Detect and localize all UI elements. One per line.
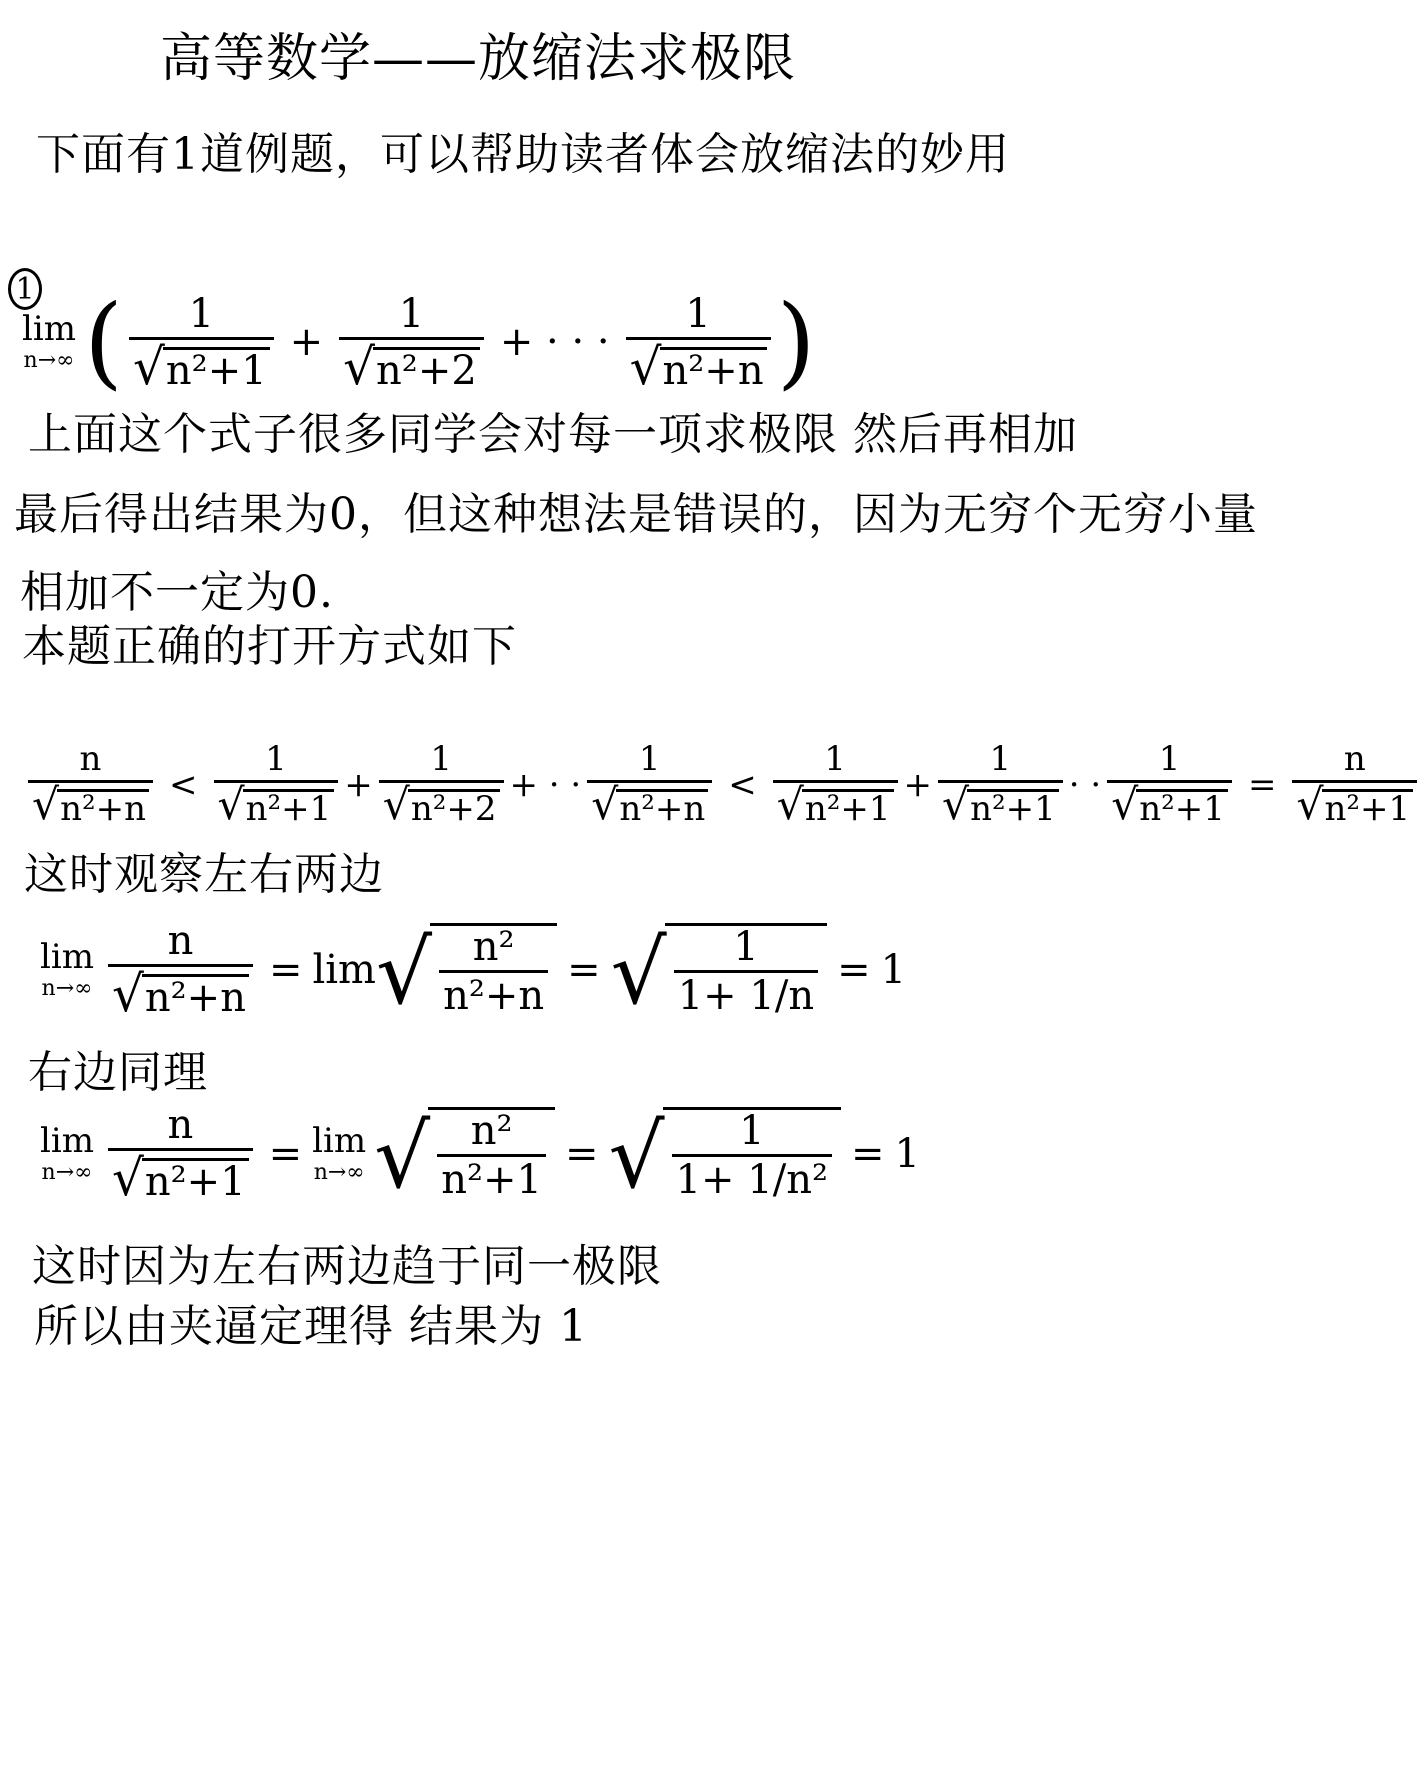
sum-term-2 [379,739,504,830]
paragraph-3: 这时观察左右两边 [24,849,384,900]
lower-bound-num: n [79,739,102,779]
paragraph-1-line-1: 上面这个式子很多同学会对每一项求极限 然后再相加 [28,409,1078,460]
upper-bound-den-text: n²+1 [1322,789,1414,828]
right-lim-subscript: n→∞ [41,1159,93,1185]
paragraph-4: 右边同理 [28,1047,208,1098]
right-sqrt-num: n² [470,1107,513,1154]
term-n-den: √ n²+n [626,337,771,392]
lower-bound [28,739,153,830]
upper-bound [1292,739,1417,830]
left-lim-2-label: lim [312,946,376,993]
term-2-num: 1 [398,290,425,337]
left-limit-den-text: n²+n [142,974,249,1019]
upper-term-2-num: 1 [989,739,1012,779]
left-limit-sqrt-2: √ $\frac{1}{1+ 1/n}$ [611,923,827,1017]
right-lim-2-subscript: n→∞ [313,1159,365,1185]
term-1-den: √ n²+1 [129,337,274,392]
left-sqrt2-den: 1+ 1/n [674,970,818,1017]
right-sqrt2-num: 1 [739,1107,765,1154]
upper-term-1-num: 1 [824,739,846,779]
term-1 [129,290,274,396]
upper-term-2 [938,739,1063,830]
right-limit: lim n→∞ n √ n²+1 = lim n→∞ √ $\frac{\text{n²}}{\text{n²+1}}$ = √ $\frac{1}{\text{1+ 1/n²}}$ = 1 [40,1102,920,1208]
right-limit-sqrt-2: √ $\frac{1}{\text{1+ 1/n²}}$ [609,1107,841,1201]
paragraph-1-line-2: 最后得出结果为0，但这种想法是错误的，因为无穷个无穷小量 [14,489,1258,540]
upper-dots: · · [1068,764,1102,805]
upper-term-1-den: √ n²+1 [773,780,898,828]
left-limit-operator [40,936,94,1001]
sum-term-n [587,739,712,830]
term-1-num: 1 [188,290,215,337]
right-limit-operator [40,1120,94,1185]
left-sqrt-num: n² [472,923,515,970]
term-2-den: √ n²+2 [339,337,484,392]
left-limit-fraction [108,918,253,1023]
sum-term-2-den-text: n²+2 [408,789,500,828]
sum-term-2-num: 1 [430,739,452,779]
lim-label: lim [22,309,76,349]
inequality-chain: n √ n²+n < 1 √ n²+1 + 1 √ n²+2 + · · 1 √ n²+n < 1 √ n²+1 + 1 √ n²+1 · · 1 √ n²+1 = n √ n²+1 [22,742,1423,827]
left-sqrt2-num: 1 [733,923,759,970]
upper-term-2-den: √ n²+1 [938,780,1063,828]
left-lim-subscript: n→∞ [41,975,93,1001]
right-limit-den-text: n²+1 [142,1158,249,1203]
left-limit-sqrt: √ $\frac{\text{n²}}{\text{n²+n}}$ [376,923,557,1017]
upper-bound-num: n [1343,739,1366,779]
sum-term-1-num: 1 [265,739,287,779]
sum-term-n-den: √ n²+n [587,780,712,828]
term-2-den-text: n²+2 [373,347,480,392]
sum-term-1-den-text: n²+1 [243,789,335,828]
sum-term-1-den: √ n²+1 [214,780,339,828]
limit-operator [22,309,76,373]
right-sqrt-den: n²+1 [437,1154,546,1201]
problem-number: 1 [8,268,42,310]
upper-term-2-den-text: n²+1 [967,789,1059,828]
right-limit-num: n [167,1102,194,1148]
sum-dots: + · · [509,764,582,805]
upper-term-1 [773,739,898,830]
term-1-den-text: n²+1 [163,347,270,392]
paragraph-5-line-1: 这时因为左右两边趋于同一极限 [32,1241,662,1292]
left-limit-result: 1 [880,946,907,993]
lower-bound-den: √ n²+n [28,780,153,828]
paragraph-1-line-3: 相加不一定为0. [20,567,334,618]
sum-term-n-den-text: n²+n [616,789,708,828]
lim-subscript: n→∞ [23,348,75,373]
left-lim-label: lim [40,936,94,977]
right-paren: ) [776,283,816,400]
paragraph-2: 本题正确的打开方式如下 [22,621,517,672]
upper-term-n-den: √ n²+1 [1107,780,1232,828]
right-limit-sqrt: √ $\frac{\text{n²}}{\text{n²+1}}$ [374,1107,555,1201]
sum-term-1 [214,739,339,830]
term-n-num: 1 [685,290,711,337]
right-lim-label: lim [40,1120,94,1161]
page-title: 高等数学——放缩法求极限 [160,29,797,89]
paragraph-5-line-2: 所以由夹逼定理得 结果为 1 [34,1301,588,1352]
right-limit-result: 1 [894,1130,920,1177]
right-sqrt2-den: 1+ 1/n² [672,1154,832,1201]
right-limit-den: √ n²+1 [108,1148,253,1203]
sum-term-2-den: √ n²+2 [379,780,504,828]
left-limit-num: n [167,918,194,964]
right-limit-operator-2 [312,1120,367,1185]
left-limit-den: √ n²+n [108,964,253,1019]
left-limit: lim n→∞ n √ n²+n = lim √ $\frac{\text{n²}}{\text{n²+n}}$ = √ $\frac{1}{1+ 1/n}$ = 1 [40,918,907,1024]
upper-term-n-den-text: n²+1 [1136,789,1228,828]
sum-term-n-num: 1 [638,739,661,779]
left-sqrt-den: n²+n [439,970,548,1017]
upper-bound-den: √ n²+1 [1292,780,1417,828]
term-n [626,290,771,396]
left-paren: ( [84,283,124,400]
limit-expression: lim n→∞ ( 1 √ n²+1 + 1 √ n²+2 + · · · 1 √ n²+n ) [22,283,816,400]
upper-term-n [1107,739,1232,830]
upper-term-1-den-text: n²+1 [802,789,894,828]
upper-term-n-num: 1 [1158,739,1181,779]
term-2 [339,290,484,396]
term-n-den-text: n²+n [660,347,767,392]
right-lim-2-label: lim [312,1120,367,1161]
lower-bound-den-text: n²+n [57,789,149,828]
series-dots: + · · · [499,319,610,365]
right-limit-fraction [108,1102,253,1207]
intro-text: 下面有1道例题，可以帮助读者体会放缩法的妙用 [36,129,1010,180]
